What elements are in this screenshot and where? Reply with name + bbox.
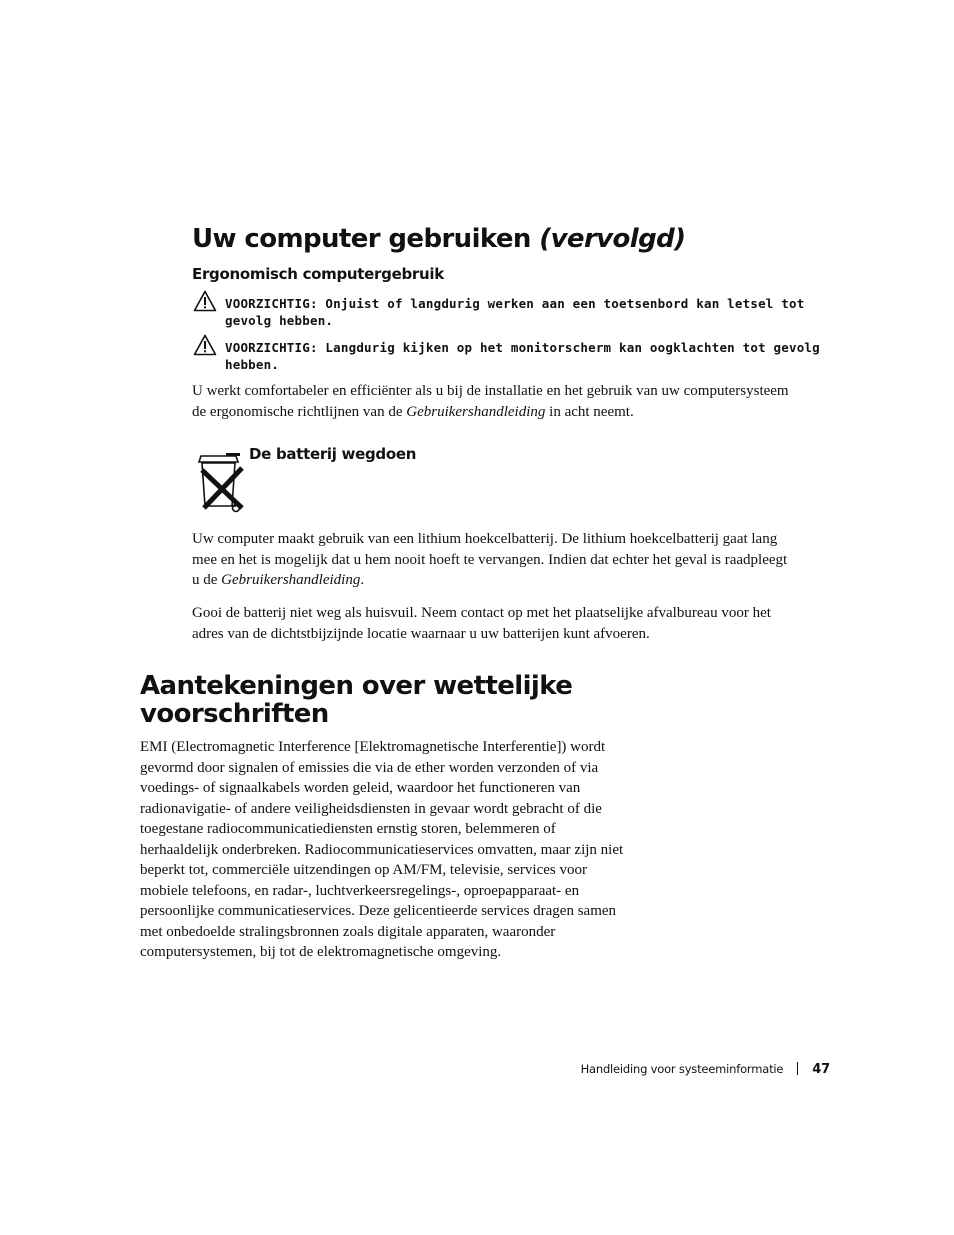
- caution-monitor-line2: hebben.: [225, 357, 280, 372]
- section-heading-line2: voorschriften: [140, 699, 329, 729]
- caution-keyboard: [225, 295, 825, 329]
- ergonomics-paragraph: [192, 381, 797, 422]
- warning-triangle-icon: [193, 334, 217, 361]
- page-title: [192, 224, 685, 254]
- caution-keyboard-line1: VOORZICHTIG: Onjuist of langdurig werken aan een toetsenbord kan letsel tot: [225, 296, 805, 311]
- battery-text-b: .: [360, 572, 365, 588]
- ergonomics-text-a: U werkt comfortabeler en efficiënter als u bij de installatie en het gebruik van uw computersysteem de ergonomische richtlijnen van de: [192, 383, 789, 420]
- emi-paragraph: EMI (Electromagnetic Interference [Elektromagnetische Interferentie]) wordt gevormd door signalen of emissies die via de ether worden verzonden of via voedings- of signaalkabels worden geleid, waardoor het functioneren van radionavigatie- of andere veiligheidsdiensten in gevaar wordt gebracht of die toegestane radiocommunicatiediensten ernstig storen, belemmeren of herhaaldelijk onderbreken. Radiocommunicatieservices omvatten, maar zijn niet beperkt tot, commerciële uitzendingen op AM/FM, televisie, services voor mobiele telefoons, en radar-, luchtverkeersregelings-, oproepapparaat- en persoonlijke communicatieservices. Deze gelicentieerde services dragen samen met onbedoelde stralingsbronnen zoals digitale apparaten, waaronder computersystemen, bij tot de elektromagnetische omgeving.: [140, 739, 624, 960]
- footer-manual-title: Handleiding voor systeeminformatie: [580, 1062, 784, 1076]
- manual-reference: Gebruikershandleiding: [406, 403, 546, 420]
- battery-text-a: Uw computer maakt gebruik van een lithium hoekcelbatterij. De lithium hoekcelbatterij gaat lang mee en het is mogelijk dat u hem nooit hoeft te vervangen. Indien dat echter het geval is raadpleegt u de: [192, 531, 788, 588]
- crossed-out-wheelie-bin-icon: [196, 448, 248, 519]
- manual-reference: Gebruikershandleiding: [221, 572, 361, 588]
- caution-monitor-line1: VOORZICHTIG: Langdurig kijken op het monitorscherm kan oogklachten tot gevolg: [225, 340, 820, 355]
- caution-keyboard-line2: gevolg hebben.: [225, 313, 334, 328]
- page-footer: [581, 1062, 830, 1077]
- page-number: 47: [812, 1062, 830, 1077]
- page-title-main: Uw computer gebruiken: [192, 224, 540, 254]
- ergonomics-text-b: in acht neemt.: [545, 403, 634, 420]
- footer-divider: [797, 1062, 798, 1075]
- warning-triangle-icon: [193, 290, 217, 317]
- caution-monitor: [225, 339, 825, 373]
- page-title-continued: (vervolgd): [539, 224, 686, 254]
- section-heading-line1: Aantekeningen over wettelijke: [140, 671, 573, 701]
- subsection-heading-battery: De batterij wegdoen: [249, 445, 417, 463]
- subsection-heading-ergonomics: Ergonomisch computergebruik: [192, 265, 444, 283]
- section-heading-regulatory: [140, 672, 572, 728]
- battery-paragraph-2: Gooi de batterij niet weg als huisvuil. Neem contact op met het plaatselijke afvalbureau voor het adres van de dichtstbijzijnde locatie waarnaar u uw batterijen kunt afvoeren.: [192, 605, 771, 642]
- battery-paragraph-1: [192, 529, 797, 591]
